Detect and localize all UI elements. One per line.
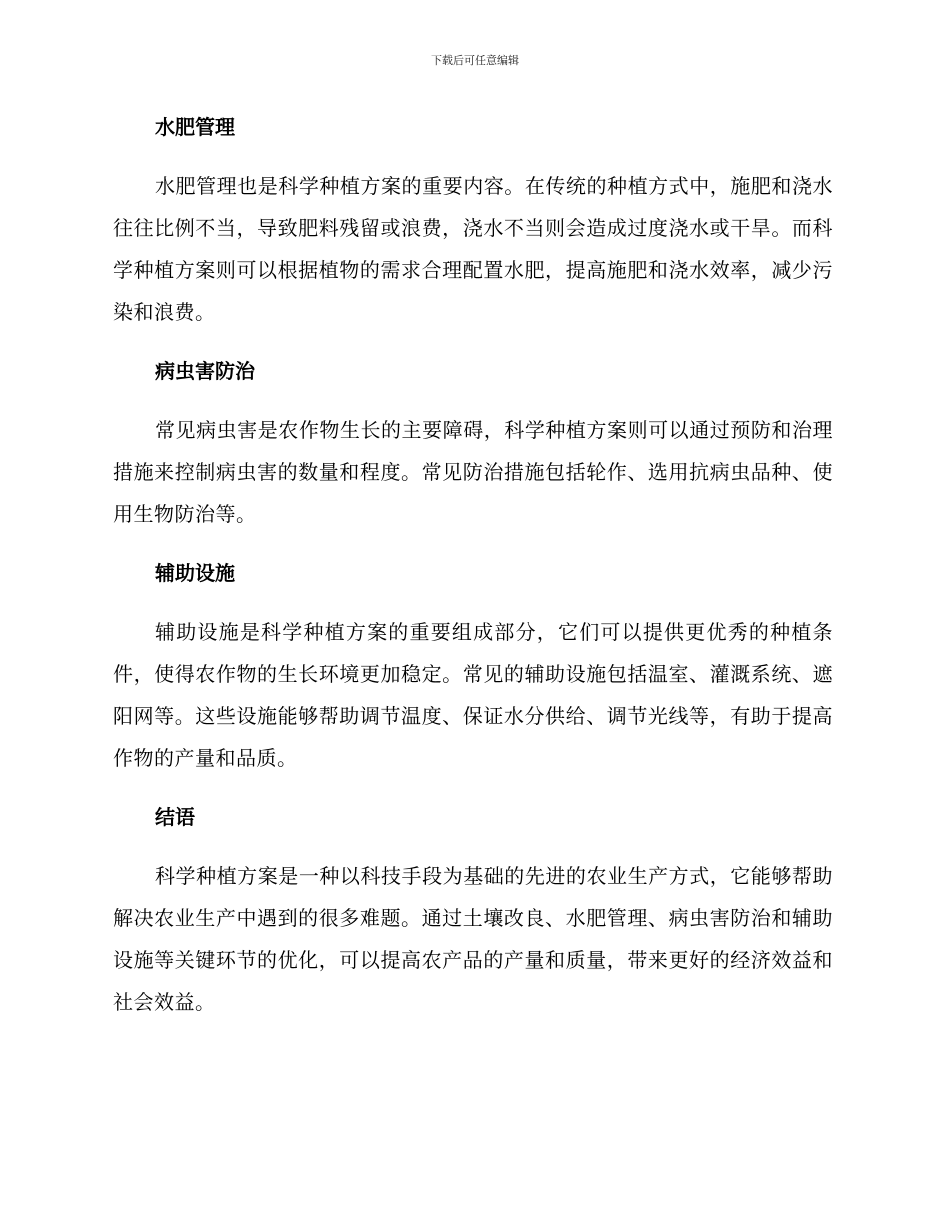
section-paragraph: 科学种植方案是一种以科技手段为基础的先进的农业生产方式，它能够帮助解决农业生产中遇到的很多难题。通过土壤改良、水肥管理、病虫害防治和辅助设施等关键环节的优化，可以提高农产品的产量和质量，带来更好的经济效益和社会效益。 xyxy=(113,864,833,1014)
section-heading: 辅助设施 xyxy=(155,561,235,585)
section-paragraph: 辅助设施是科学种植方案的重要组成部分，它们可以提供更优秀的种植条件，使得农作物的生长环境更加稳定。常见的辅助设施包括温室、灌溉系统、遮阳网等。这些设施能够帮助调节温度、保证水分供给、调节光线等，有助于提高作物的产量和品质。 xyxy=(113,620,833,770)
section-heading: 水肥管理 xyxy=(155,115,235,139)
section-conclusion xyxy=(113,799,833,1023)
section-pest-control xyxy=(113,353,833,535)
section-paragraph: 常见病虫害是农作物生长的主要障碍，科学种植方案则可以通过预防和治理措施来控制病虫害的数量和程度。常见防治措施包括轮作、选用抗病虫品种、使用生物防治等。 xyxy=(113,418,833,526)
document-body xyxy=(113,109,833,1043)
section-heading: 结语 xyxy=(155,805,195,829)
section-paragraph: 水肥管理也是科学种植方案的重要内容。在传统的种植方式中，施肥和浇水往往比例不当，导致肥料残留或浪费，浇水不当则会造成过度浇水或干旱。而科学种植方案则可以根据植物的需求合理配置水肥，提高施肥和浇水效率，减少污染和浪费。 xyxy=(113,174,833,324)
section-auxiliary-facilities xyxy=(113,555,833,779)
section-water-fertilizer xyxy=(113,109,833,333)
page-header: 下载后可任意编辑 xyxy=(431,54,519,67)
section-heading: 病虫害防治 xyxy=(155,359,255,383)
